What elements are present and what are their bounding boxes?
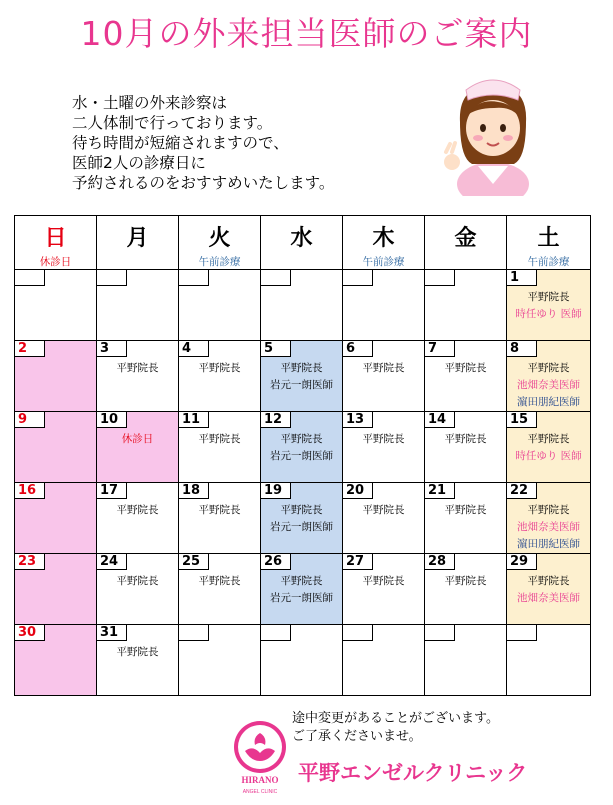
weekday-label: 日 bbox=[44, 226, 67, 251]
day-number: 29 bbox=[507, 554, 537, 570]
doctor-entry: 平野院長 bbox=[444, 362, 487, 374]
day-number: 2 bbox=[15, 341, 45, 357]
calendar-day-cell bbox=[97, 412, 179, 483]
calendar-day-cell bbox=[425, 270, 507, 341]
doctor-entry: 池畑奈美医師 bbox=[517, 592, 580, 604]
day-number: 4 bbox=[179, 341, 209, 357]
calendar-day-cell bbox=[97, 554, 179, 625]
doctor-entry: 平野院長 bbox=[527, 504, 570, 516]
weekday-header-row bbox=[15, 216, 591, 270]
weekday-header bbox=[507, 216, 591, 270]
doctor-list bbox=[261, 360, 342, 394]
day-number: 30 bbox=[15, 625, 45, 641]
doctor-entry: 平野院長 bbox=[116, 362, 159, 374]
weekday-header bbox=[425, 216, 507, 270]
day-number: 8 bbox=[507, 341, 537, 357]
day-number: 1 bbox=[507, 270, 537, 286]
doctor-list bbox=[179, 431, 260, 448]
doctor-list bbox=[179, 360, 260, 377]
doctor-entry: 平野院長 bbox=[527, 575, 570, 587]
day-number: 10 bbox=[97, 412, 127, 428]
clinic-logo bbox=[231, 717, 289, 799]
doctor-entry: 時任ゆり 医師 bbox=[515, 450, 582, 462]
calendar-day-cell bbox=[507, 554, 591, 625]
day-number: 13 bbox=[343, 412, 373, 428]
doctor-list bbox=[507, 573, 590, 607]
calendar-day-cell bbox=[15, 270, 97, 341]
day-number: 31 bbox=[97, 625, 127, 641]
weekday-header bbox=[97, 216, 179, 270]
calendar-day-cell bbox=[97, 625, 179, 696]
doctor-entry: 平野院長 bbox=[362, 433, 405, 445]
calendar-day-cell bbox=[97, 270, 179, 341]
calendar-day-cell bbox=[425, 341, 507, 412]
calendar-day-cell bbox=[425, 412, 507, 483]
calendar-day-cell bbox=[507, 625, 591, 696]
doctor-list bbox=[261, 502, 342, 536]
week-row bbox=[15, 341, 591, 412]
doctor-list bbox=[179, 502, 260, 519]
doctor-entry: 池畑奈美医師 bbox=[517, 379, 580, 391]
doctor-list bbox=[97, 431, 178, 448]
clinic-name: 平野エンゼルクリニック bbox=[298, 761, 528, 785]
calendar-day-cell bbox=[343, 270, 425, 341]
day-number: 25 bbox=[179, 554, 209, 570]
doctor-list bbox=[507, 360, 590, 411]
day-number: 23 bbox=[15, 554, 45, 570]
doctor-entry: 平野院長 bbox=[527, 362, 570, 374]
calendar-day-cell bbox=[15, 341, 97, 412]
day-number bbox=[179, 270, 209, 286]
weekday-label: 水 bbox=[290, 226, 313, 251]
weekday-label: 月 bbox=[126, 226, 149, 251]
calendar-day-cell bbox=[507, 412, 591, 483]
doctor-entry: 平野院長 bbox=[198, 504, 241, 516]
day-number: 19 bbox=[261, 483, 291, 499]
doctor-list bbox=[97, 644, 178, 661]
doctor-entry: 平野院長 bbox=[362, 575, 405, 587]
week-row bbox=[15, 270, 591, 341]
day-number: 5 bbox=[261, 341, 291, 357]
logo-name: HIRANO bbox=[241, 775, 279, 785]
weekday-label: 火 bbox=[208, 226, 231, 251]
calendar-day-cell bbox=[343, 554, 425, 625]
day-number: 15 bbox=[507, 412, 537, 428]
day-number bbox=[507, 625, 537, 641]
calendar-day-cell bbox=[261, 483, 343, 554]
nurse-illustration bbox=[438, 66, 548, 196]
doctor-entry: 平野院長 bbox=[116, 575, 159, 587]
doctor-list bbox=[507, 502, 590, 553]
week-row bbox=[15, 625, 591, 696]
day-number: 21 bbox=[425, 483, 455, 499]
calendar-day-cell bbox=[179, 483, 261, 554]
doctor-entry: 平野院長 bbox=[444, 433, 487, 445]
weekday-label: 木 bbox=[372, 226, 395, 251]
calendar-day-cell bbox=[261, 341, 343, 412]
calendar-day-cell bbox=[179, 341, 261, 412]
doctor-list bbox=[507, 431, 590, 465]
calendar-day-cell bbox=[425, 625, 507, 696]
day-number bbox=[261, 270, 291, 286]
doctor-list bbox=[343, 360, 424, 377]
day-number: 20 bbox=[343, 483, 373, 499]
intro-text bbox=[72, 93, 334, 193]
weekday-header bbox=[179, 216, 261, 270]
doctor-entry: 平野院長 bbox=[116, 504, 159, 516]
day-number: 9 bbox=[15, 412, 45, 428]
doctor-entry: 平野院長 bbox=[280, 575, 323, 587]
doctor-entry: 濵田朋紀医師 bbox=[517, 538, 580, 550]
doctor-entry: 平野院長 bbox=[116, 646, 159, 658]
calendar-day-cell bbox=[425, 483, 507, 554]
calendar-day-cell bbox=[97, 483, 179, 554]
day-number: 11 bbox=[179, 412, 209, 428]
calendar-day-cell bbox=[179, 270, 261, 341]
calendar-day-cell bbox=[507, 483, 591, 554]
doctor-entry: 池畑奈美医師 bbox=[517, 521, 580, 533]
day-number: 26 bbox=[261, 554, 291, 570]
weekday-sub: 午前診療 bbox=[362, 256, 405, 268]
day-number bbox=[425, 270, 455, 286]
doctor-entry: 岩元一朗医師 bbox=[270, 450, 333, 462]
doctor-entry: 平野院長 bbox=[280, 504, 323, 516]
week-row bbox=[15, 554, 591, 625]
day-number bbox=[425, 625, 455, 641]
doctor-entry: 岩元一朗医師 bbox=[270, 379, 333, 391]
weekday-label: 土 bbox=[537, 226, 560, 251]
calendar-day-cell bbox=[179, 412, 261, 483]
intro-line: 二人体制で行っております。 bbox=[72, 114, 273, 132]
day-number: 14 bbox=[425, 412, 455, 428]
week-row bbox=[15, 412, 591, 483]
weekday-header bbox=[15, 216, 97, 270]
doctor-entry: 平野院長 bbox=[198, 362, 241, 374]
calendar-day-cell bbox=[343, 412, 425, 483]
doctor-entry: 岩元一朗医師 bbox=[270, 521, 333, 533]
intro-line: 予約されるのをおすすめいたします。 bbox=[72, 174, 335, 192]
calendar-table bbox=[14, 215, 591, 696]
doctor-entry: 平野院長 bbox=[198, 575, 241, 587]
calendar-day-cell bbox=[507, 341, 591, 412]
day-number: 27 bbox=[343, 554, 373, 570]
notice-line: ご了承くださいませ。 bbox=[292, 729, 422, 744]
doctor-entry: 平野院長 bbox=[527, 433, 570, 445]
doctor-list bbox=[425, 502, 506, 519]
doctor-list bbox=[97, 502, 178, 519]
notice-line: 途中変更があることがございます。 bbox=[292, 711, 499, 726]
weekday-sub: 午前診療 bbox=[198, 256, 241, 268]
calendar-day-cell bbox=[15, 412, 97, 483]
doctor-list bbox=[425, 360, 506, 377]
doctor-list bbox=[507, 289, 590, 323]
doctor-entry: 平野院長 bbox=[444, 575, 487, 587]
intro-line: 医師2人の診療日に bbox=[72, 154, 206, 172]
calendar-day-cell bbox=[425, 554, 507, 625]
doctor-entry: 時任ゆり 医師 bbox=[515, 308, 582, 320]
doctor-list bbox=[261, 431, 342, 465]
doctor-entry: 濵田朋紀医師 bbox=[517, 396, 580, 408]
notice-text bbox=[292, 710, 499, 746]
weekday-label: 金 bbox=[454, 226, 477, 251]
calendar-day-cell bbox=[261, 412, 343, 483]
day-number: 16 bbox=[15, 483, 45, 499]
day-number bbox=[15, 270, 45, 286]
doctor-list bbox=[179, 573, 260, 590]
doctor-entry: 平野院長 bbox=[198, 433, 241, 445]
day-number: 7 bbox=[425, 341, 455, 357]
calendar-day-cell bbox=[15, 554, 97, 625]
doctor-entry: 平野院長 bbox=[280, 362, 323, 374]
day-number: 18 bbox=[179, 483, 209, 499]
intro-line: 待ち時間が短縮されますので、 bbox=[72, 134, 289, 152]
doctor-list bbox=[343, 431, 424, 448]
calendar-day-cell bbox=[507, 270, 591, 341]
day-number: 12 bbox=[261, 412, 291, 428]
calendar-day-cell bbox=[15, 625, 97, 696]
doctor-list bbox=[97, 360, 178, 377]
doctor-list bbox=[343, 573, 424, 590]
day-number: 6 bbox=[343, 341, 373, 357]
day-number bbox=[97, 270, 127, 286]
calendar-day-cell bbox=[179, 625, 261, 696]
calendar-day-cell bbox=[343, 341, 425, 412]
logo-sub: ANGEL CLINIC bbox=[242, 789, 278, 795]
doctor-list bbox=[425, 431, 506, 448]
doctor-entry: 平野院長 bbox=[280, 433, 323, 445]
doctor-entry: 平野院長 bbox=[362, 504, 405, 516]
doctor-entry: 平野院長 bbox=[362, 362, 405, 374]
day-number: 3 bbox=[97, 341, 127, 357]
day-number: 22 bbox=[507, 483, 537, 499]
day-number bbox=[343, 625, 373, 641]
intro-line: 水・土曜の外来診察は bbox=[72, 94, 228, 112]
doctor-list bbox=[97, 573, 178, 590]
doctor-list bbox=[425, 573, 506, 590]
weekday-sub: 午前診療 bbox=[527, 256, 570, 268]
calendar-day-cell bbox=[261, 625, 343, 696]
day-number: 28 bbox=[425, 554, 455, 570]
weekday-header bbox=[343, 216, 425, 270]
doctor-entry: 平野院長 bbox=[527, 291, 570, 303]
calendar-day-cell bbox=[97, 341, 179, 412]
page-title: 10月の外来担当医師のご案内 bbox=[80, 14, 533, 53]
calendar-day-cell bbox=[343, 625, 425, 696]
doctor-entry: 岩元一朗医師 bbox=[270, 592, 333, 604]
doctor-entry: 平野院長 bbox=[444, 504, 487, 516]
day-number bbox=[343, 270, 373, 286]
day-number bbox=[261, 625, 291, 641]
calendar-day-cell bbox=[15, 483, 97, 554]
day-number: 24 bbox=[97, 554, 127, 570]
day-number: 17 bbox=[97, 483, 127, 499]
doctor-list bbox=[261, 573, 342, 607]
calendar-day-cell bbox=[261, 270, 343, 341]
week-row bbox=[15, 483, 591, 554]
doctor-list bbox=[343, 502, 424, 519]
doctor-entry: 休診日 bbox=[121, 433, 154, 445]
calendar-day-cell bbox=[179, 554, 261, 625]
calendar-day-cell bbox=[261, 554, 343, 625]
weekday-sub: 休診日 bbox=[39, 256, 72, 268]
day-number bbox=[179, 625, 209, 641]
weekday-header bbox=[261, 216, 343, 270]
calendar-day-cell bbox=[343, 483, 425, 554]
